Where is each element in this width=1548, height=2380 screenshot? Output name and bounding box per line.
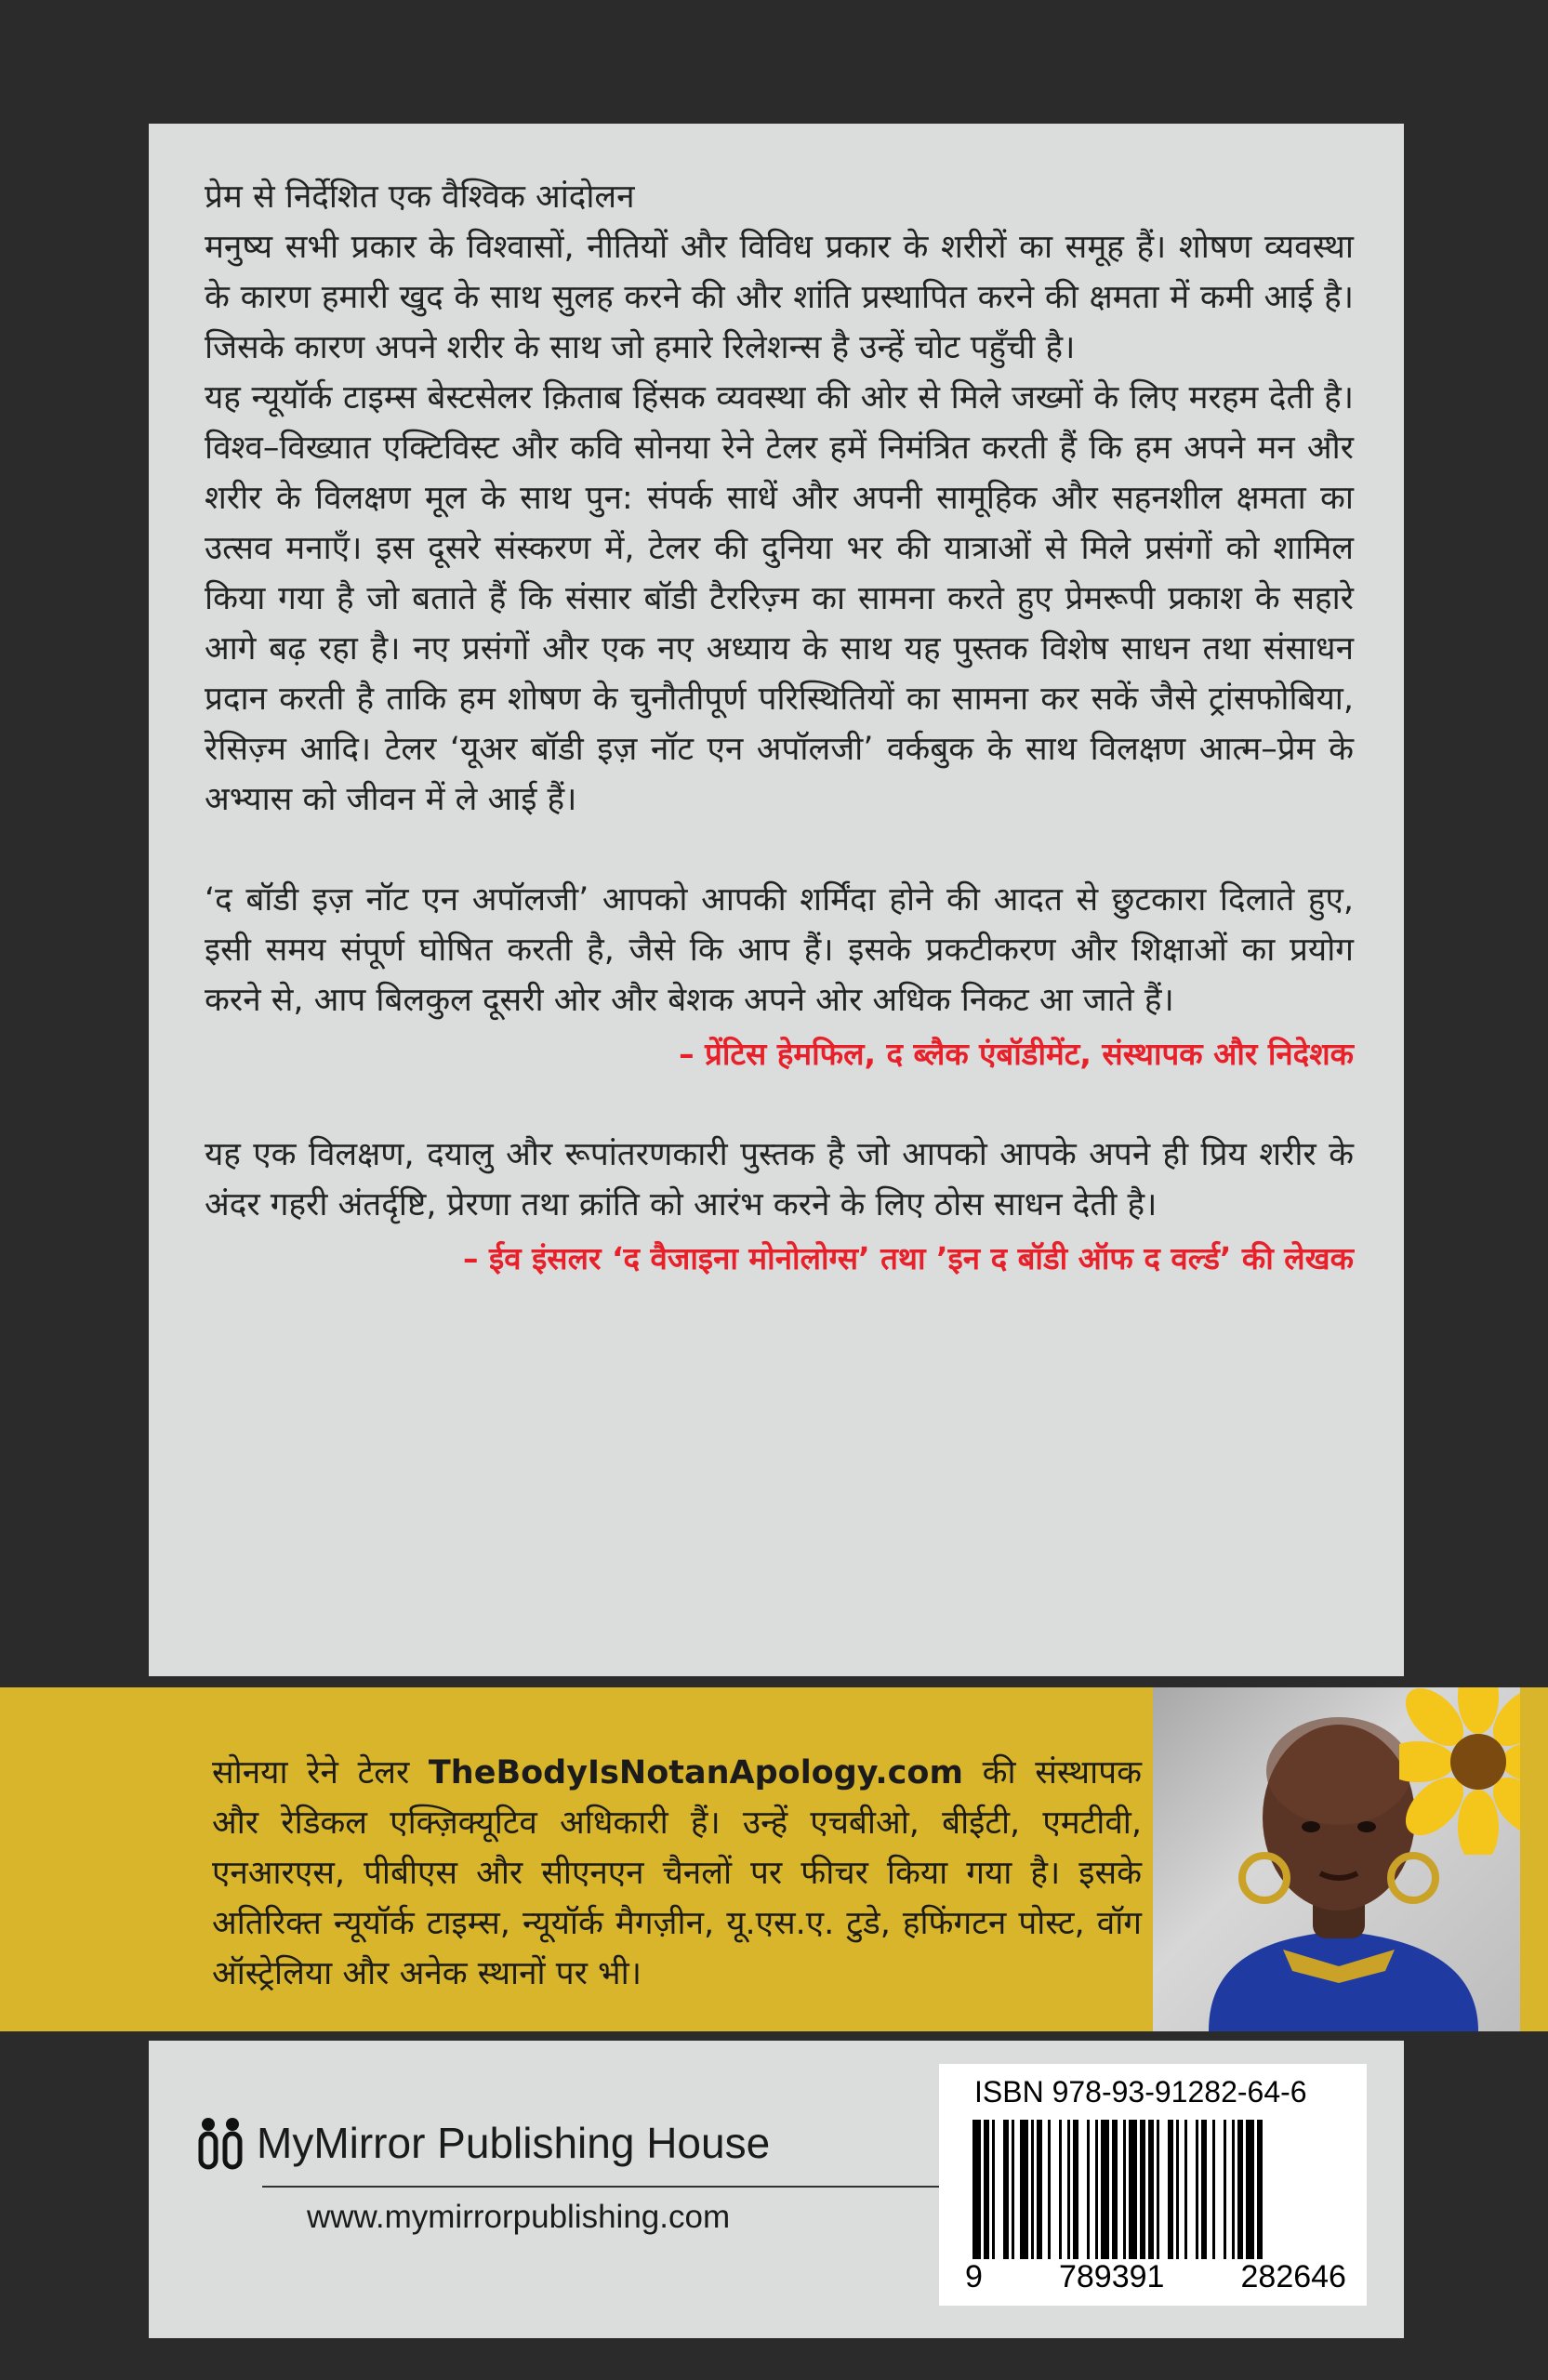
author-band (0, 1687, 1548, 2031)
barcode-bar (1031, 2120, 1034, 2259)
barcode-bar (1112, 2120, 1118, 2259)
barcode-digit-group-1: 789391 (1058, 2259, 1165, 2294)
publisher-logo-icon (195, 2115, 247, 2171)
barcode-bar (1148, 2120, 1154, 2259)
barcode-bar (1232, 2120, 1235, 2259)
barcode-bar (1168, 2120, 1173, 2259)
barcode-bar (1020, 2120, 1028, 2259)
author-bio (212, 1748, 1142, 1999)
publisher-divider (262, 2186, 946, 2188)
author-bio-rest: की संस्थापक और रेडिकल एक्ज़िक्यूटिव अधिकारी हैं। उन्हें एचबीओ, बीईटी, एमटीवी, एनआरएस, पीबीएस और सीएनएन चैनलों पर फीचर किया गया है। इसके अतिरिक्त न्यूयॉर्क टाइम्स, न्यूयॉर्क मैगज़ीन, यू.एस.ए. टुडे, हफिंगटन पोस्ट, वॉग ऑस्ट्रेलिया और अनेक स्थानों पर भी। (212, 1754, 1142, 1992)
blurb-heading: प्रेम से निर्देशित एक वैश्विक आंदोलन (205, 178, 635, 216)
blurb-text (205, 172, 1354, 1284)
barcode-bar (1059, 2120, 1062, 2259)
barcode-digit-group-2: 282646 (1240, 2259, 1346, 2294)
endorsement-2-text: यह एक विलक्षण, दयालु और रूपांतरणकारी पुस्तक है जो आपको आपके अपने ही प्रिय शरीर के अंदर गहरी अंतर्दृष्टि, प्रेरणा तथा क्रांति को आरंभ करने के लिए ठोस साधन देती है। (205, 1136, 1354, 1223)
barcode-bar (1037, 2120, 1042, 2259)
barcode-digit-first: 9 (965, 2259, 983, 2294)
barcode-bar (1048, 2120, 1051, 2259)
barcode-bar (1237, 2120, 1243, 2259)
isbn-label: ISBN 978-93-91282-64-6 (974, 2075, 1307, 2109)
blurb-paragraph-1: मनुष्य सभी प्रकार के विश्वासों, नीतियों और विविध प्रकार के शरीरों का समूह हैं। शोषण व्यवस्था के कारण हमारी खुद के साथ सुलह करने की और शांति प्रस्थापित करने की क्षमता में कमी आई है। जिसके कारण अपने शरीर के साथ जो हमारे रिलेशन्स है उन्हें चोट पहुँची है। (205, 229, 1354, 366)
blurb-paragraph-2: यह न्यूयॉर्क टाइम्स बेस्टसेलर क़िताब हिंसक व्यवस्था की ओर से मिले जख्मों के लिए मरहम देती है। विश्व–विख्यात एक्टिविस्ट और कवि सोनया रेने टेलर हमें निमंत्रित करती हैं कि हम अपने मन और शरीर के विलक्षण मूल के साथ पुन: संपर्क साधें और अपनी सामूहिक और सहनशील क्षमता का उत्सव मनाएँ। इस दूसरे संस्करण में, टेलर की दुनिया भर की यात्राओं से मिले प्रसंगों को शामिल किया गया है जो बताते हैं कि संसार बॉडी टैररिज़्म का सामना करते हुए प्रेमरूपी प्रकाश के सहारे आगे बढ़ रहा है। नए प्रसंगों और एक नए अध्याय के साथ यह पुस्तक विशेष साधन तथा संसाधन प्रदान करती है ताकि हम शोषण के चुनौतीपूर्ण परिस्थितियों का सामना कर सकें जैसे ट्रांसफोबिया, रेसिज़्म आदि। टेलर ‘यूअर बॉडी इज़ नॉट एन अपॉलजी’ वर्कबुक के साथ विलक्षण आत्म–प्रेम के अभ्यास को जीवन में ले आई हैं। (205, 379, 1354, 818)
barcode-bar (1095, 2120, 1098, 2259)
author-website: TheBodyIsNotanApology.com (428, 1754, 963, 1792)
barcode-bar (1003, 2120, 1009, 2259)
barcode-bar (1087, 2120, 1090, 2259)
barcode-bar (1123, 2120, 1126, 2259)
publisher-url[interactable]: www.mymirrorpublishing.com (307, 2199, 731, 2235)
barcode-bar (984, 2120, 989, 2259)
author-photo (1153, 1687, 1520, 2031)
barcode-bar (1157, 2120, 1159, 2259)
barcode-bar (1212, 2120, 1215, 2259)
barcode-bar (992, 2120, 995, 2259)
author-bio-prefix: सोनया रेने टेलर (212, 1754, 429, 1792)
publisher-name: MyMirror Publishing House (257, 2119, 771, 2167)
endorsement-1-text: ‘द बॉडी इज़ नॉट एन अपॉलजी’ आपको आपकी शर्मिंदा होने की आदत से छुटकारा दिलाते हुए, इसी समय संपूर्ण घोषित करती है, जैसे कि आप हैं। इसके प्रकटीकरण और शिक्षाओं का प्रयोग करने से, आप बिलकुल दूसरी ओर और बेशक अपने ओर अधिक निकट आ जाते हैं। (205, 881, 1354, 1019)
barcode-bar (1012, 2120, 1014, 2259)
barcode-bar (1196, 2120, 1198, 2259)
barcode-bar (1101, 2120, 1109, 2259)
barcode-bar (1129, 2120, 1137, 2259)
barcode-bars (972, 2120, 1335, 2259)
endorsement-2-source: – ईव इंसलर ‘द वैजाइना मोनोलोग्स’ तथा ’इन द बॉडी ऑफ द वर्ल्ड’ की लेखक (463, 1240, 1354, 1276)
barcode-bar (1201, 2120, 1207, 2259)
barcode-bar (1257, 2120, 1263, 2259)
isbn-barcode (939, 2064, 1367, 2306)
barcode-bar (972, 2120, 981, 2259)
barcode-bar (1067, 2120, 1070, 2259)
barcode-bar (1224, 2120, 1226, 2259)
barcode-bar (1176, 2120, 1179, 2259)
publisher-panel (149, 2041, 1404, 2338)
barcode-digits (965, 2259, 1346, 2295)
barcode-bar (1246, 2120, 1254, 2259)
sunflower-image (1399, 1687, 1520, 1855)
endorsement-1-source: – प्रेंटिस हेमफिल, द ब्लैक एंबॉडीमेंट, संस्थापक और निदेशक (679, 1036, 1354, 1072)
barcode-bar (1184, 2120, 1187, 2259)
blurb-panel (149, 124, 1404, 1676)
publisher-logo-row (195, 2115, 770, 2171)
barcode-bar (1073, 2120, 1078, 2259)
barcode-bar (1140, 2120, 1145, 2259)
